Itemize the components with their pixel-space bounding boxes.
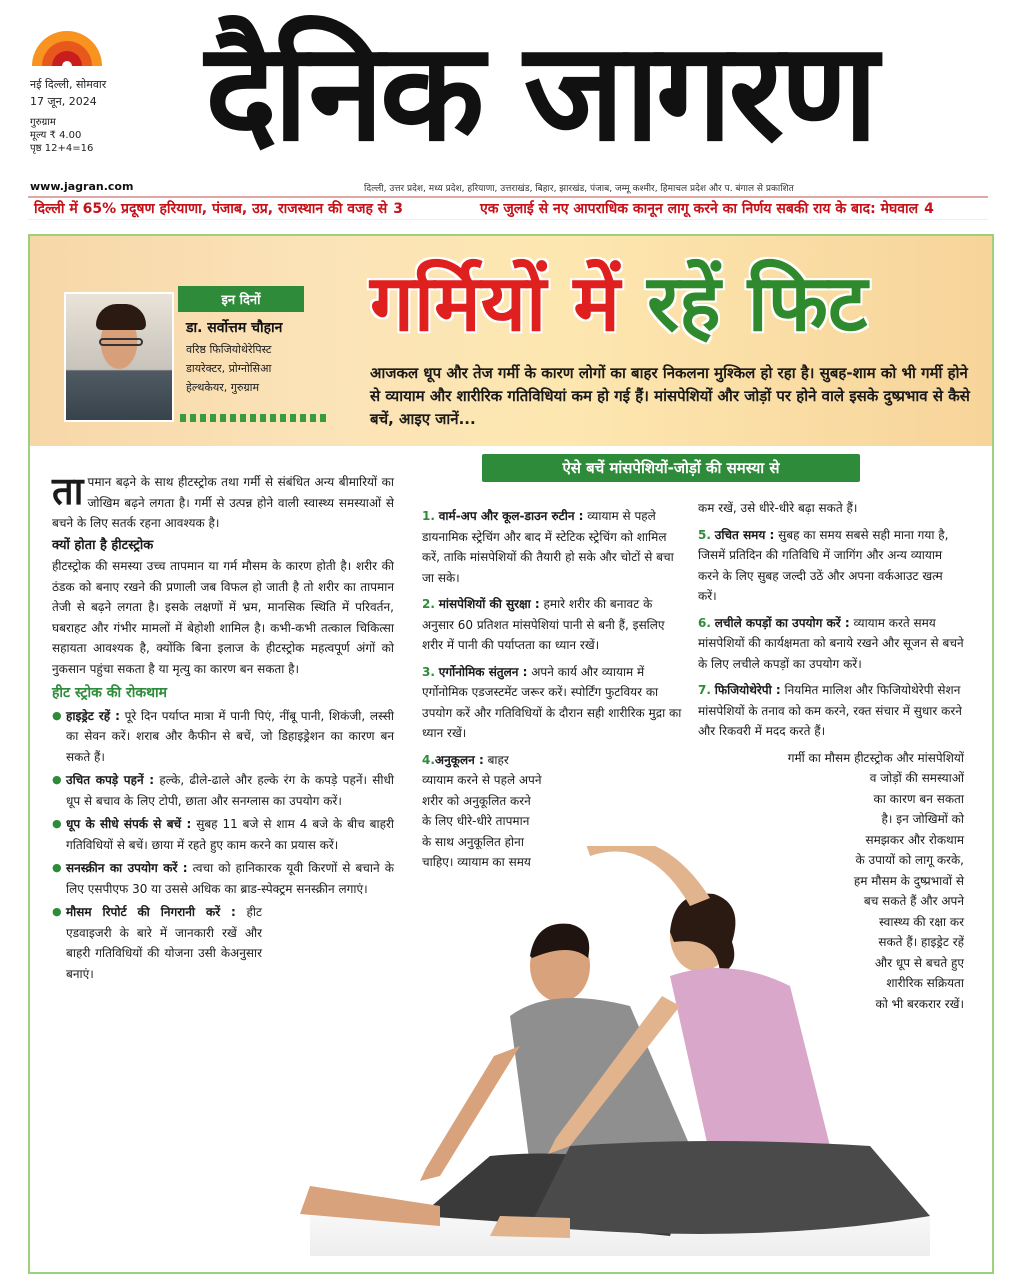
conclusion-line: और धूप से बचते हुए (874, 955, 964, 970)
headline-ticker (28, 196, 988, 220)
list-item-lead: उचित कपड़े पहनें : (66, 773, 155, 787)
list-item (52, 706, 394, 768)
list-item-lead: मौसम रिपोर्ट की निगरानी करें : (66, 905, 236, 919)
tip-number: 4. (422, 752, 435, 767)
list-item-text: त्वचा को हानिकारक यूवी किरणों से बचाने के लिए एसपीएफ 30 या उससे अधिक का ब्राड-स्पेक्ट्रम सनस्क्रीन लगाएं। (66, 861, 394, 896)
ticker-item[interactable] (480, 199, 934, 218)
conclusion-line: के उपायों को लागू करके, (855, 853, 964, 867)
headline-part-red: गर्मियों में (370, 259, 621, 349)
article-headline (370, 256, 867, 352)
list-item-text: सुबह 11 बजे से शाम 4 बजे के बीच बाहरी गतिविधियों से बचें। छाया में रहते हुए काम करने का प्रयास करें। (66, 817, 394, 852)
author-role-line: हेल्थकेयर, गुरुग्राम (186, 381, 260, 394)
tip-text: बाहर व्यायाम करने से पहले अपने शरीर को अनुकूलित करने के लिए धीरे-धीरे तापमान के साथ अनुकूलित होना चाहिए। व्यायाम का समय (422, 752, 542, 869)
article-intro: आजकल धूप और तेज गर्मी के कारण लोगों का बाहर निकलना मुश्किल हो रहा है। सुबह-शाम को भी गर्मी होने से व्यायाम और शारीरिक गतिविधियां कम हो गई हैं। मांसपेशियों और जोड़ों पर होने वाले इसके दुष्प्रभाव से कैसे बचें, आइए जानें... (370, 364, 970, 428)
section-heading-green: हीट स्ट्रोक की रोकथाम (52, 685, 168, 701)
conclusion-line: बच सकते हैं और अपने (863, 894, 964, 908)
section-subhead: ऐसे बचें मांसपेशियों-जोड़ों की समस्या से (482, 454, 860, 482)
drop-cap: ता (52, 469, 84, 513)
list-item-lead: हाइड्रेट रहें : (66, 708, 120, 723)
ticker-page-number: 4 (924, 201, 934, 217)
tip-number: 3. (422, 664, 435, 679)
tip-continuation: कम रखें, उसे धीरे-धीरे बढ़ा सकते हैं। (698, 501, 858, 515)
ticker-page-number: 3 (393, 201, 404, 217)
author-name: डा. सर्वोत्तम चौहान (186, 320, 283, 336)
glasses-icon (99, 338, 143, 346)
decorative-divider (180, 414, 330, 422)
editions-line: दिल्ली, उत्तर प्रदेश, मध्य प्रदेश, हरियाणा, उत्तराखंड, बिहार, झारखंड, पंजाब, जम्मू कश्मीर, हिमाचल प्रदेश और प. बंगाल से प्रकाशित (364, 184, 794, 194)
tip-item (698, 680, 964, 742)
tip-title: फिजियोथेरेपी : (714, 683, 781, 697)
woman-foot (490, 1216, 570, 1238)
tip-text: नियमित मालिश और फिजियोथेरेपी सेशन मांसपेशियों के तनाव को कम करने, रक्त संचार में सुधार करने और रिकवरी में मदद करते हैं। (698, 683, 962, 738)
tip-text: हमारे शरीर की बनावट के अनुसार 60 प्रतिशत मांसपेशियां पानी से बनी हैं, इसलिए शरीर में पानी की पर्याप्तता का ध्यान रखें। (422, 597, 665, 652)
list-item-lead: धूप के सीधे संपर्क से बचें : (66, 817, 192, 831)
conclusion-line: हम मौसम के दुष्प्रभावों से (853, 873, 964, 888)
section-heading: क्यों होता है हीटस्ट्रोक (52, 537, 154, 553)
tip-number: 1. (422, 509, 435, 523)
couple-stretching-photo-icon (270, 846, 970, 1266)
masthead (0, 0, 1011, 230)
tip-text: सुबह का समय सबसे सही माना गया है, जिसमें प्रतिदिन की गतिविधि में जागिंग और अन्य व्यायाम करने के लिए सुबह जल्दी उठें और अपना वर्कआउट खत्म करें। (698, 527, 949, 603)
tip-text: व्यायाम से पहले डायनामिक स्ट्रेचिंग और बाद में स्टेटिक स्ट्रेचिंग को शामिल करें, ताकि मांसपेशियों की तैयारी हो सके और चोटों से बचा जा सके। (422, 509, 674, 585)
conclusion-line: स्वास्थ्य की रक्षा कर (879, 914, 964, 929)
ticker-text: एक जुलाई से नए आपराधिक कानून लागू करने का निर्णय सबकी राय के बाद: मेघवाल (480, 201, 919, 217)
conclusion-line: सकते हैं। हाइड्रेट रहें (878, 935, 964, 949)
conclusion-line: को भी बरकरार रखें। (875, 996, 964, 1011)
author-role-line: डायरेक्टर, प्रोग्नोसिआ (186, 362, 272, 375)
jagran-sun-logo-icon (28, 22, 106, 66)
tip-title: अनुकूलन : (434, 752, 484, 767)
column-tag: इन दिनों (178, 286, 304, 312)
tip-item (698, 613, 964, 675)
tip-item (422, 662, 684, 744)
dateline (30, 76, 106, 155)
opening-paragraph (52, 469, 394, 534)
conclusion-line: व जोड़ों की समस्याओं (869, 771, 964, 785)
body-paragraph: हीटस्ट्रोक की समस्या उच्च तापमान या गर्म मौसम के कारण होती है। शरीर की ठंडक को बनाए रखने की प्रणाली जब विफल हो जाती है तो शरीर का तापमान तेजी से बढ़ने लगता है। इसके लक्षणों में भ्रम, मानसिक स्थिति में परिवर्तन, घबराहट और गंभीर मामलों में बेहोशी शामिल है। कभी-कभी तत्काल चिकित्सा सहायता आवश्यक है, क्योंकि बिना इलाज के हीटस्ट्रोक महत्वपूर्ण अंगों को नुकसान पहुंचा सकता है या मृत्यु का कारण बन सकता है। (52, 559, 394, 676)
conclusion-line: है। इन जोखिमों को (881, 812, 964, 826)
author-photo (64, 292, 174, 422)
list-item-text: हीट एडवाइजरी के बारे में जानकारी रखें और बाहरी गतिविधियों की योजना उसी केअनुसार बनाएं। (66, 905, 262, 981)
ticker-item[interactable] (34, 199, 403, 218)
author-hair (96, 304, 146, 330)
tip-title: मांसपेशियों की सुरक्षा : (438, 597, 540, 611)
tip-text: व्यायाम करते समय मांसपेशियों की कार्यक्षमता को बनाये रखने और सूजन से बचने के लिए लचीले कपड़ों का उपयोग करें। (698, 615, 964, 671)
opening-text: पमान बढ़ने के साथ हीटस्ट्रोक तथा गर्मी से संबंधित अन्य बीमारियों का जोखिम बढ़ने लगता है। गर्मी से उत्पन्न होने वाली स्वास्थ्य समस्याओं से बचने के लिए सतर्क रहना आवश्यक है। (52, 475, 394, 530)
tip-number: 5. (698, 527, 711, 542)
headline-part-green: रहें फिट (647, 259, 868, 349)
issue-price: मूल्य ₹ 4.00 (30, 130, 82, 141)
woman-pants (530, 1141, 930, 1234)
conclusion-line: का कारण बन सकता (873, 791, 964, 806)
conclusion-line: गर्मी का मौसम हीटस्ट्रोक और मांसपेशियों (787, 750, 964, 765)
article-frame (28, 234, 994, 1274)
author-box (50, 278, 320, 428)
ticker-text: दिल्ली में 65% प्रदूषण हरियाणा, पंजाब, उप्र, राजस्थान की वजह से (34, 201, 388, 217)
woman-top (670, 968, 830, 1164)
issue-date: 17 जून, 2024 (30, 95, 97, 108)
page-count: पृष्ठ 12+4=16 (30, 143, 94, 154)
conclusion-line: समझकर और रोकथाम (865, 832, 964, 847)
edition-name: गुरुग्राम (30, 117, 56, 128)
tip-text: अपने कार्य और व्यायाम में एर्गोनोमिक एडजस्टमेंट जरूर करें। स्पोर्टिंग फुटवियर का उपयोग करें और गतिविधियों के दौरान सही शारीरिक मुद्रा का ध्यान रखें। (422, 664, 682, 740)
tip-title: एर्गोनोमिक संतुलन : (438, 664, 528, 679)
list-item (52, 902, 262, 984)
tip-number: 6. (698, 615, 711, 630)
tip-number: 7. (698, 683, 711, 697)
tip-title: लचीले कपड़ों का उपयोग करें : (714, 615, 850, 630)
middle-column (422, 506, 684, 879)
woman-raised-arm (586, 846, 710, 906)
conclusion-line: शारीरिक सक्रियता (886, 976, 964, 990)
paper-name: दैनिक जागरण (205, 14, 875, 172)
tip-number: 2. (422, 597, 435, 611)
tip-item (422, 594, 684, 656)
list-item-text: हल्के, ढीले-ढाले और हल्के रंग के कपड़े पहनें। सीधी धूप से बचाव के लिए टोपी, छाता और सनग्लास का उपयोग करें। (66, 773, 394, 808)
list-item (52, 770, 394, 811)
list-item-text: पूरे दिन पर्याप्त मात्रा में पानी पिएं, नींबू पानी, शिकंजी, लस्सी का सेवन करें। शराब और कैफीन से बचें, जो डिहाइड्रेशन का कारण बन सकते हैं। (66, 708, 394, 764)
author-role-line: वरिष्ठ फिजियोथेरेपिस्ट (186, 343, 272, 356)
tip-item (422, 506, 684, 588)
author-role (186, 340, 326, 397)
tip-title: उचित समय : (714, 527, 775, 542)
tip-item (698, 525, 964, 607)
website-link[interactable]: www.jagran.com (30, 180, 134, 193)
list-item-lead: सनस्क्रीन का उपयोग करें : (66, 861, 188, 875)
city-day: नई दिल्ली, सोमवार (30, 78, 107, 91)
tip-title: वार्म-अप और कूल-डाउन रुटीन : (438, 509, 584, 523)
